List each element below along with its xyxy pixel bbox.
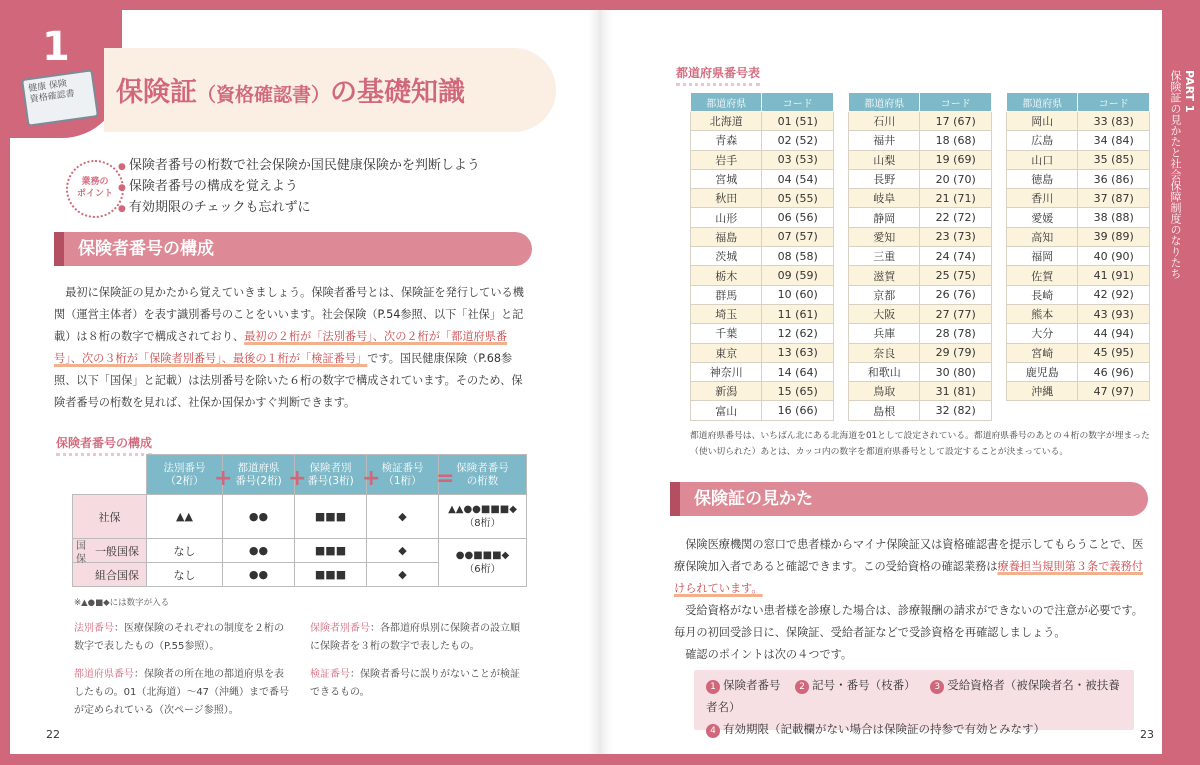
table-row <box>1007 189 1150 208</box>
prefecture-code: 09 (59) <box>762 266 834 285</box>
prefecture-name: 愛知 <box>849 227 920 246</box>
prefecture-code: 25 (75) <box>920 266 992 285</box>
col-header: 都道府県 <box>691 93 762 112</box>
prefecture-code: 16 (66) <box>762 401 834 420</box>
table-row <box>1007 150 1150 169</box>
table-row <box>849 362 992 381</box>
table-row <box>1007 362 1150 381</box>
table-row <box>849 112 992 131</box>
prefecture-code: 17 (67) <box>920 112 992 131</box>
table-row <box>1007 285 1150 304</box>
prefecture-code: 34 (84) <box>1078 131 1150 150</box>
prefecture-name: 長野 <box>849 169 920 188</box>
col-header: コード <box>920 93 992 112</box>
prefecture-code: 28 (78) <box>920 324 992 343</box>
prefecture-code: 18 (68) <box>920 131 992 150</box>
table-cell: ●● <box>223 495 295 539</box>
table-row <box>1007 304 1150 323</box>
table-row <box>1007 169 1150 188</box>
table-row <box>1007 247 1150 266</box>
table-row <box>691 382 834 401</box>
point-item: ● 有効期限のチェックも忘れずに <box>118 198 480 219</box>
page-number: 23 <box>1140 728 1154 741</box>
table-cell: ◆ <box>367 539 439 563</box>
table-row <box>1007 131 1150 150</box>
table-row <box>849 131 992 150</box>
prefecture-code: 42 (92) <box>1078 285 1150 304</box>
prefecture-code: 31 (81) <box>920 382 992 401</box>
prefecture-code: 02 (52) <box>762 131 834 150</box>
prefecture-code: 08 (58) <box>762 247 834 266</box>
table-row <box>691 150 834 169</box>
plus-operator: + <box>214 466 233 491</box>
prefecture-name: 秋田 <box>691 189 762 208</box>
table-cell: なし <box>147 563 223 587</box>
prefecture-name: 埼玉 <box>691 304 762 323</box>
prefecture-table <box>690 92 834 421</box>
table-row <box>691 266 834 285</box>
prefecture-code: 03 (53) <box>762 150 834 169</box>
prefecture-code: 15 (65) <box>762 382 834 401</box>
col-header: コード <box>762 93 834 112</box>
prefecture-name: 和歌山 <box>849 362 920 381</box>
prefecture-name: 鳥取 <box>849 382 920 401</box>
prefecture-code: 14 (64) <box>762 362 834 381</box>
prefecture-name: 石川 <box>849 112 920 131</box>
plus-operator: + <box>288 466 307 491</box>
part-side-tab <box>1170 64 1196 326</box>
table-subtitle: 保険者番号の構成 <box>56 434 152 456</box>
structure-table-wrap <box>72 454 527 587</box>
prefecture-code: 46 (96) <box>1078 362 1150 381</box>
pref-table-title: 都道府県番号表 <box>676 64 760 86</box>
kokuho-label: 国 保 <box>76 541 86 565</box>
table-row <box>1007 227 1150 246</box>
header-cell: 法別番号 （2桁） <box>147 455 223 495</box>
prefecture-name: 新潟 <box>691 382 762 401</box>
body-paragraph: 確認のポイントは次の４つです。 <box>685 648 853 661</box>
check-point: 1 保険者番号 <box>706 678 781 692</box>
table-cell: ■■■ <box>295 563 367 587</box>
prefecture-name: 大分 <box>1007 324 1078 343</box>
prefecture-name: 青森 <box>691 131 762 150</box>
prefecture-name: 香川 <box>1007 189 1078 208</box>
prefecture-name: 島根 <box>849 401 920 420</box>
prefecture-code: 44 (94) <box>1078 324 1150 343</box>
table-row <box>849 150 992 169</box>
table-row <box>691 304 834 323</box>
prefecture-code: 20 (70) <box>920 169 992 188</box>
table-row <box>691 227 834 246</box>
page-number: 22 <box>46 728 60 741</box>
prefecture-name: 徳島 <box>1007 169 1078 188</box>
prefecture-name: 奈良 <box>849 343 920 362</box>
chapter-number: 1 <box>42 24 70 70</box>
table-row <box>1007 112 1150 131</box>
prefecture-name: 山形 <box>691 208 762 227</box>
prefecture-name: 岡山 <box>1007 112 1078 131</box>
prefecture-code: 13 (63) <box>762 343 834 362</box>
prefecture-code: 06 (56) <box>762 208 834 227</box>
pref-note: 都道府県番号は、いちばん北にある北海道を01として設定されている。都道府県番号のあとの４桁の数字が埋まった（使い切られた）あとは、カッコ内の数字を都道府県番号として設定することが決まっている。 <box>690 431 1150 457</box>
table-cell: ▲▲ <box>147 495 223 539</box>
col-header: コード <box>1078 93 1150 112</box>
body-paragraph: 最初に保険証の見かたから覚えていきましょう。保険者番号とは、保険証を発行している機関（運営主体者）を表す識別番号のことをいいます。社会保険（P.54参照、以下「社保」と記載）は８桁の数字で構成されており、最初の２桁が「法別番号」、次の２桁が「都道府県番号」、次の３桁が「保険者別番号」、最後の１桁が「検証番号」です。国民健康保険（P.68参照、以下「国保」と記載）は法別番号を除いた６桁の数字で構成されています。そのため、保険者番号の桁数を見れば、社保か国保かすぐ判断できます。 <box>54 286 524 409</box>
prefecture-code: 41 (91) <box>1078 266 1150 285</box>
table-row <box>849 343 992 362</box>
digits-cell: ▲▲●●■■■◆ （8桁） <box>439 495 527 539</box>
section-heading: 保険者番号の構成 <box>54 232 532 266</box>
prefecture-code: 38 (88) <box>1078 208 1150 227</box>
table-row <box>691 189 834 208</box>
table-row <box>691 285 834 304</box>
header-cell: 検証番号 （1桁） <box>367 455 439 495</box>
prefecture-code: 47 (97) <box>1078 382 1150 401</box>
prefecture-name: 神奈川 <box>691 362 762 381</box>
table-row <box>691 362 834 381</box>
row-label: 社保 <box>73 495 147 539</box>
check-points-box <box>694 670 1134 736</box>
table-row <box>849 324 992 343</box>
table-cell: ◆ <box>367 563 439 587</box>
table-row <box>691 247 834 266</box>
prefecture-code: 26 (76) <box>920 285 992 304</box>
table-row <box>691 208 834 227</box>
definition: 保険者別番号：各都道府県別に保険者の設立順に保険者を３桁の数字で表したもの。 <box>310 623 520 652</box>
prefecture-name: 山梨 <box>849 150 920 169</box>
prefecture-name: 熊本 <box>1007 304 1078 323</box>
key-points <box>118 156 480 219</box>
prefecture-name: 広島 <box>1007 131 1078 150</box>
equals-operator: = <box>436 466 455 491</box>
prefecture-name: 岩手 <box>691 150 762 169</box>
prefecture-table <box>848 92 992 421</box>
prefecture-name: 岐阜 <box>849 189 920 208</box>
table-row <box>691 169 834 188</box>
insurance-card-icon: 健康 保険 資格確認書 <box>21 69 99 127</box>
table-row <box>849 247 992 266</box>
header-cell: 保険者別 番号(3桁) <box>295 455 367 495</box>
prefecture-code: 43 (93) <box>1078 304 1150 323</box>
definition: 検証番号：保険者番号に誤りがないことが検証できるもの。 <box>310 669 520 698</box>
digits-cell: ●●■■■◆ （6桁） <box>439 539 527 587</box>
prefecture-name: 兵庫 <box>849 324 920 343</box>
prefecture-code: 07 (57) <box>762 227 834 246</box>
table-row <box>849 208 992 227</box>
part-title: 保険証の見かたと社会保障制度のなりたち <box>1169 70 1182 279</box>
header-cell: 都道府県 番号(2桁) <box>223 455 295 495</box>
plus-operator: + <box>362 466 381 491</box>
table-note: ※▲●■◆には数字が入る <box>74 598 170 608</box>
prefecture-name: 静岡 <box>849 208 920 227</box>
table-row <box>849 169 992 188</box>
prefecture-name: 高知 <box>1007 227 1078 246</box>
table-row <box>1007 324 1150 343</box>
table-row <box>1007 343 1150 362</box>
prefecture-name: 北海道 <box>691 112 762 131</box>
table-row <box>691 324 834 343</box>
prefecture-name: 三重 <box>849 247 920 266</box>
table-cell: なし <box>147 539 223 563</box>
prefecture-name: 佐賀 <box>1007 266 1078 285</box>
prefecture-name: 茨城 <box>691 247 762 266</box>
prefecture-name: 宮城 <box>691 169 762 188</box>
prefecture-code: 05 (55) <box>762 189 834 208</box>
definition: 都道府県番号：保険者の所在地の都道府県を表したもの。01（北海道）～47（沖縄）まで番号が定められている（次ページ参照）。 <box>74 669 290 716</box>
table-row <box>691 112 834 131</box>
definition: 法別番号：医療保険のそれぞれの制度を２桁の数字で表したもの（P.55参照）。 <box>74 623 284 652</box>
prefecture-name: 千葉 <box>691 324 762 343</box>
body-paragraph: 保険医療機関の窓口で患者様からマイナ保険証又は資格確認書を提示してもらうことで、医療保険加入者であると確認できます。この受給資格の確認業務は療養担当規則第３条で義務付けられています。 <box>674 538 1144 595</box>
table-row <box>1007 266 1150 285</box>
table-cell: ●● <box>223 563 295 587</box>
prefecture-name: 富山 <box>691 401 762 420</box>
right-page <box>612 10 1196 754</box>
check-point: 2 記号・番号（枝番） <box>795 678 916 692</box>
table-row <box>849 285 992 304</box>
prefecture-code: 24 (74) <box>920 247 992 266</box>
prefecture-name: 東京 <box>691 343 762 362</box>
page-title: 保険証（資格確認書）の基礎知識 <box>116 77 466 108</box>
prefecture-name: 愛媛 <box>1007 208 1078 227</box>
prefecture-name: 福井 <box>849 131 920 150</box>
prefecture-name: 大阪 <box>849 304 920 323</box>
table-row <box>691 401 834 420</box>
book-gutter <box>588 10 612 754</box>
prefecture-code: 36 (86) <box>1078 169 1150 188</box>
table-row <box>849 304 992 323</box>
header-cell: 保険者番号 の桁数 <box>439 455 527 495</box>
prefecture-code: 21 (71) <box>920 189 992 208</box>
table-cell: ■■■ <box>295 495 367 539</box>
col-header: 都道府県 <box>849 93 920 112</box>
table-row <box>1007 382 1150 401</box>
prefecture-table <box>1006 92 1150 401</box>
table-cell: ■■■ <box>295 539 367 563</box>
prefecture-code: 22 (72) <box>920 208 992 227</box>
prefecture-code: 33 (83) <box>1078 112 1150 131</box>
prefecture-code: 35 (85) <box>1078 150 1150 169</box>
points-badge: 業務の ポイント <box>66 160 124 218</box>
prefecture-code: 39 (89) <box>1078 227 1150 246</box>
point-item: ● 保険者番号の桁数で社会保険か国民健康保険かを判断しよう <box>118 156 480 177</box>
table-row <box>849 189 992 208</box>
table-row <box>849 227 992 246</box>
table-row <box>691 131 834 150</box>
prefecture-code: 23 (73) <box>920 227 992 246</box>
prefecture-code: 01 (51) <box>762 112 834 131</box>
table-cell: ◆ <box>367 495 439 539</box>
prefecture-name: 沖縄 <box>1007 382 1078 401</box>
point-item: ● 保険者番号の構成を覚えよう <box>118 177 480 198</box>
prefecture-code: 12 (62) <box>762 324 834 343</box>
col-header: 都道府県 <box>1007 93 1078 112</box>
table-row <box>849 401 992 420</box>
part-label: PART 1 <box>1183 70 1196 113</box>
prefecture-code: 32 (82) <box>920 401 992 420</box>
table-row <box>849 382 992 401</box>
table-cell: ●● <box>223 539 295 563</box>
prefecture-name: 鹿児島 <box>1007 362 1078 381</box>
prefecture-name: 福岡 <box>1007 247 1078 266</box>
section-heading: 保険証の見かた <box>670 482 1148 516</box>
prefecture-name: 山口 <box>1007 150 1078 169</box>
prefecture-name: 宮崎 <box>1007 343 1078 362</box>
prefecture-code: 19 (69) <box>920 150 992 169</box>
prefecture-code: 04 (54) <box>762 169 834 188</box>
table-row <box>849 266 992 285</box>
row-label: 組合国保 <box>73 563 147 587</box>
prefecture-code: 29 (79) <box>920 343 992 362</box>
table-row <box>691 343 834 362</box>
prefecture-code: 45 (95) <box>1078 343 1150 362</box>
check-point: 4 有効期限（記載欄がない場合は保険証の持参で有効とみなす） <box>706 722 1045 736</box>
prefecture-code: 40 (90) <box>1078 247 1150 266</box>
row-label: 一般国保 <box>73 539 147 563</box>
prefecture-name: 福島 <box>691 227 762 246</box>
prefecture-name: 滋賀 <box>849 266 920 285</box>
table-row <box>1007 208 1150 227</box>
left-page <box>10 10 588 754</box>
prefecture-name: 京都 <box>849 285 920 304</box>
prefecture-code: 30 (80) <box>920 362 992 381</box>
prefecture-code: 37 (87) <box>1078 189 1150 208</box>
prefecture-code: 10 (60) <box>762 285 834 304</box>
prefecture-name: 栃木 <box>691 266 762 285</box>
prefecture-name: 群馬 <box>691 285 762 304</box>
prefecture-code: 27 (77) <box>920 304 992 323</box>
prefecture-code: 11 (61) <box>762 304 834 323</box>
check-point: 3 受給資格者（被保険者名・被扶養者名） <box>706 678 1120 714</box>
prefecture-name: 長崎 <box>1007 285 1078 304</box>
body-paragraph: 受給資格がない患者様を診療した場合は、診療報酬の請求ができないので注意が必要です。毎月の初回受診日に、保険証、受給者証などで受診資格を再確認しましょう。 <box>674 604 1143 639</box>
